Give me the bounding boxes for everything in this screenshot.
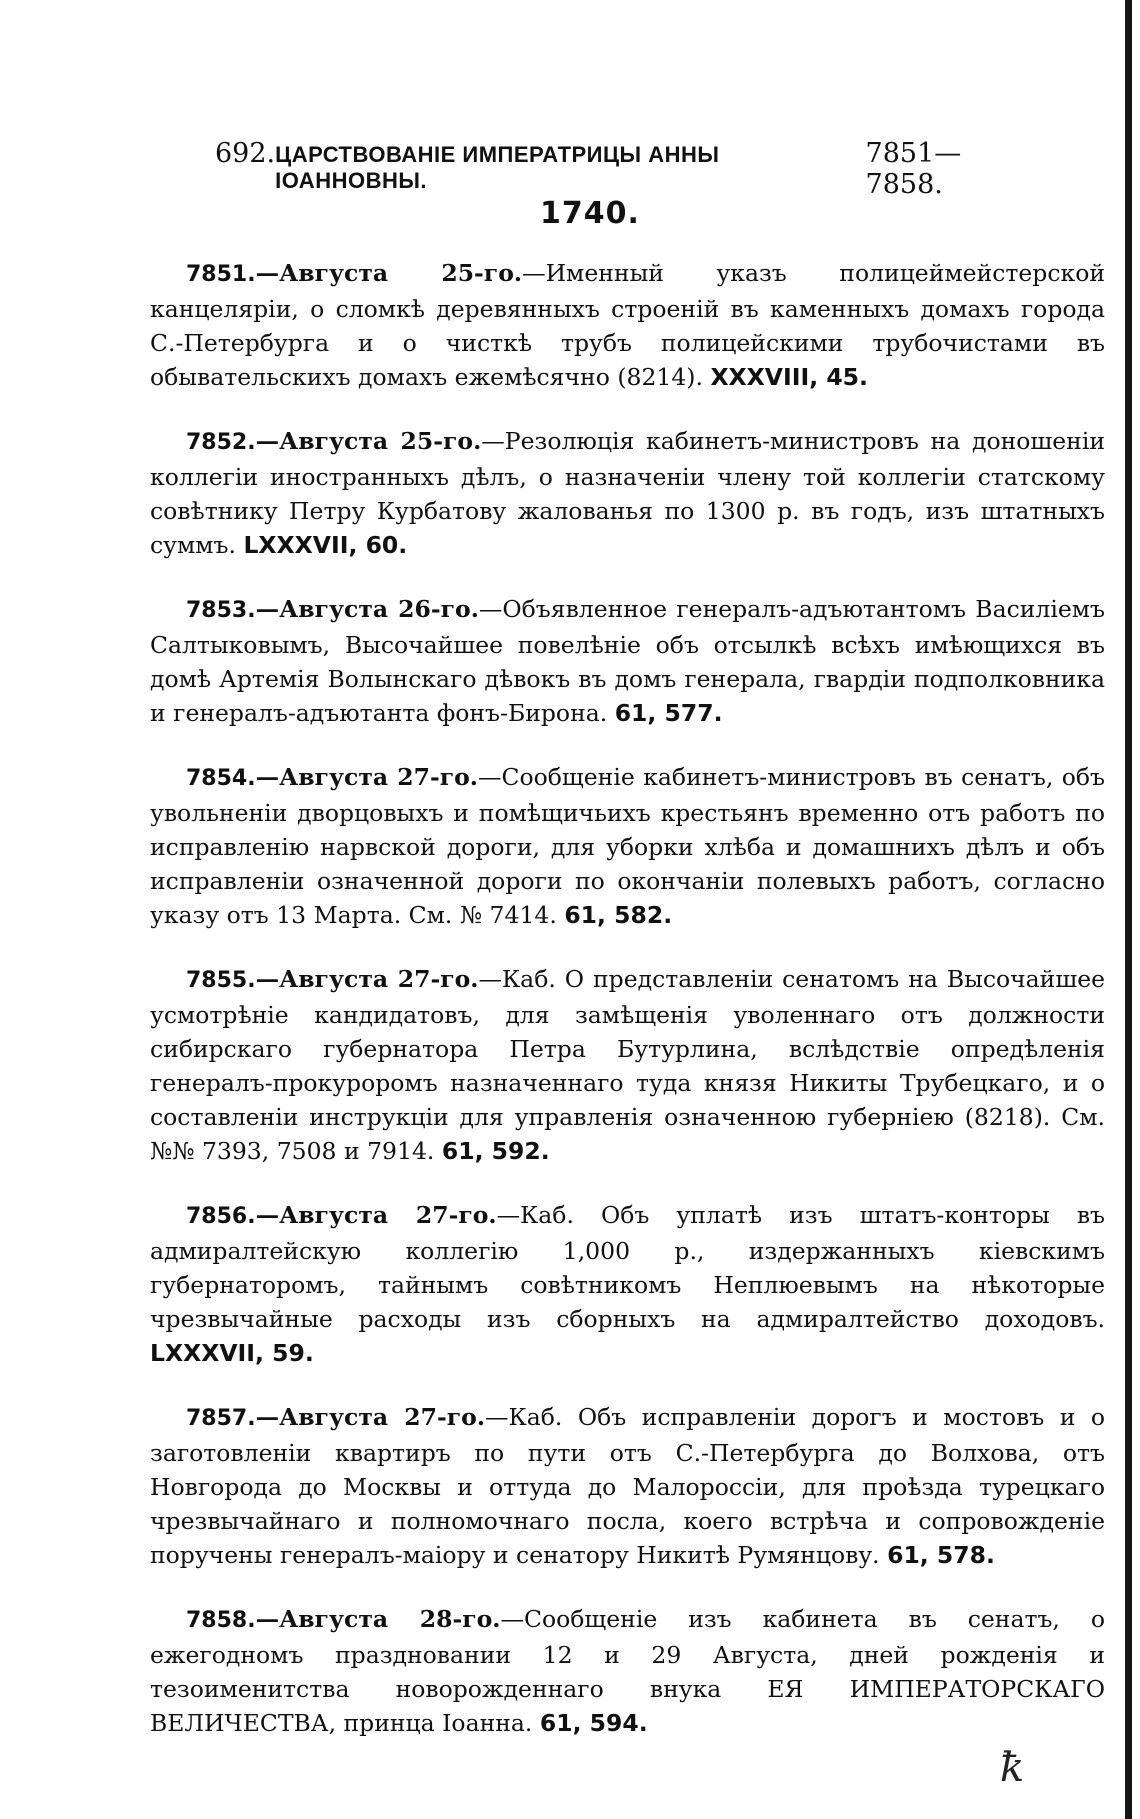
- running-header: [215, 138, 1035, 200]
- entry-7853: [150, 592, 1105, 730]
- entry-source: XXXVIII, 45.: [710, 363, 868, 391]
- entry-source: 61, 592.: [441, 1137, 550, 1165]
- entry-number: 7854.: [186, 766, 256, 791]
- entry-number: 7851.: [186, 262, 256, 287]
- page-number: 692.: [215, 138, 276, 169]
- entry-number: 7857.: [186, 1406, 256, 1431]
- entry-number: 7853.: [186, 598, 256, 623]
- entry-text: —Каб. Объ исправленіи дорогъ и мостовъ и о заготовленіи квартиръ по пути отъ С.-Петербурга до Волхова, отъ Новгорода до Москвы и оттуда до Малороссіи, для проѣзда турецкаго чрезвычайнаго и полномочнаго посла, коего встрѣча и сопровожденіе поручены генералъ-маіору и сенатору Никитѣ Румянцову.: [150, 1403, 1105, 1569]
- entry-date: —Августа 28-го.: [255, 1605, 501, 1633]
- entry-7852: [150, 424, 1105, 562]
- entry-number: 7855.: [186, 968, 256, 993]
- entry-7854: [150, 760, 1105, 932]
- entry-date: —Августа 26-го.: [255, 595, 479, 623]
- entry-source: LXXXVII, 60.: [243, 531, 408, 559]
- year-heading: 1740.: [540, 196, 640, 231]
- entry-7856: [150, 1198, 1105, 1370]
- entry-date: —Августа 27-го.: [255, 965, 479, 993]
- entry-number: 7858.: [186, 1608, 256, 1633]
- entry-range: 7851—7858.: [865, 138, 962, 200]
- entry-source: 61, 577.: [614, 699, 723, 727]
- entries-list: [150, 256, 1105, 1770]
- entry-date: —Августа 27-го.: [255, 763, 478, 791]
- entry-number: 7856.: [186, 1204, 256, 1229]
- scan-edge-border: [1125, 0, 1132, 1819]
- entry-text: —Каб. О представленіи сенатомъ на Высочайшее усмотрѣніе кандидатовъ, для замѣщенія уволеннаго отъ должности сибирскаго губернатора Петра Бутурлина, вслѣдствіе опредѣленія генералъ-прокуроромъ назначеннаго туда князя Никиты Трубецкаго, и о составленіи инструкціи для управленія означенною губерніею (8218). См. №№ 7393, 7508 и 7914.: [150, 965, 1106, 1165]
- entry-date: —Августа 27-го.: [255, 1201, 497, 1229]
- entry-text: —Сообщеніе кабинетъ-министровъ въ сенатъ, объ увольненіи дворцовыхъ и помѣщичьихъ крестьянъ временно отъ работъ по исправленію нарвской дороги, для уборки хлѣба и домашнихъ дѣлъ и объ исправленіи означенной дороги по окончаніи полевыхъ работъ, согласно указу отъ 13 Марта. См. № 7414.: [150, 763, 1106, 929]
- entry-text: —Резолюція кабинетъ-министровъ на доношеніи коллегіи иностранныхъ дѣлъ, о назначеніи члену той коллегіи статскому совѣтнику Петру Курбатову жалованья по 1300 р. въ годъ, изъ штатныхъ суммъ.: [150, 427, 1105, 559]
- entry-7857: [150, 1400, 1105, 1572]
- entry-text: —Объявленное генералъ-адъютантомъ Василіемъ Салтыковымъ, Высочайшее повелѣніе объ отсылкѣ всѣхъ имѣющихся въ домѣ Артемія Волынскаго дѣвокъ въ домъ генерала, гвардіи подполковника и генералъ-адъютанта фонъ-Бирона.: [150, 595, 1105, 727]
- entry-date: —Августа 25-го.: [255, 259, 523, 287]
- entry-source: 61, 594.: [539, 1709, 648, 1737]
- entry-source: 61, 578.: [887, 1541, 995, 1569]
- entry-7851: [150, 256, 1105, 394]
- header-title: ЦАРСТВОВАНІЕ ИМПЕРАТРИЦЫ АННЫ ІОАННОВНЫ.: [275, 142, 720, 193]
- entry-7858: [150, 1602, 1105, 1740]
- entry-text: —Именный указъ полицеймейстерской канцеляріи, о сломкѣ деревянныхъ строеній въ каменныхъ домахъ города С.-Петербурга и о чисткѣ трубъ полицейскими трубочистами въ обывательскихъ домахъ ежемѣсячно (8214).: [150, 259, 1105, 391]
- entry-date: —Августа 25-го.: [255, 427, 482, 455]
- entry-source: 61, 582.: [564, 901, 673, 929]
- entry-number: 7852.: [186, 430, 256, 455]
- ink-mark-icon: ꝁ: [1000, 1745, 1025, 1791]
- entry-date: —Августа 27-го.: [255, 1403, 486, 1431]
- entry-text: —Каб. Объ уплатѣ изъ штатъ-конторы въ адмиралтейскую коллегію 1,000 р., издержанныхъ кіевскимъ губернаторомъ, тайнымъ совѣтникомъ Неплюевымъ на нѣкоторые чрезвычайные расходы изъ сборныхъ на адмиралтейство доходовъ.: [150, 1201, 1106, 1333]
- entry-source: LXXXVII, 59.: [150, 1339, 314, 1367]
- entry-text: —Сообщеніе изъ кабинета въ сенатъ, о ежегодномъ праздновании 12 и 29 Августа, дней рожденія и тезоименитства новорожденнаго внука ЕЯ ИМПЕРАТОРСКАГО ВЕЛИЧЕСТВА, принца Іоанна.: [150, 1605, 1105, 1737]
- entry-7855: [150, 962, 1105, 1168]
